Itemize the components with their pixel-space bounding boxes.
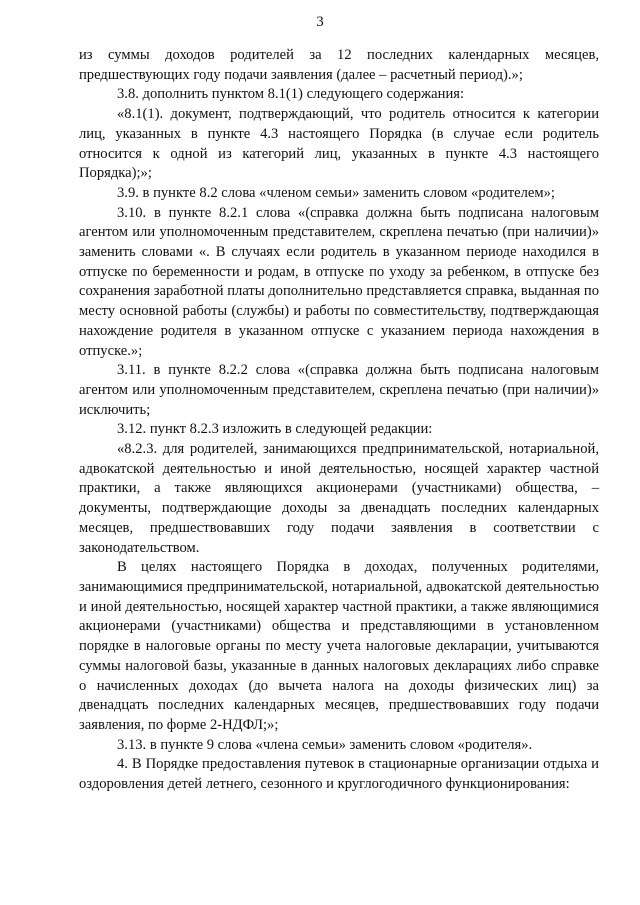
document-body bbox=[79, 46, 599, 795]
paragraph-item-3-11: 3.11. в пункте 8.2.2 слова «(справка должна быть подписана налоговым агентом или уполномоченным представителем, скреплена печатью (при наличии)» исключить; bbox=[79, 362, 599, 418]
paragraph-item-3-13: 3.13. в пункте 9 слова «члена семьи» заменить словом «родителя». bbox=[117, 736, 533, 753]
page-number: 3 bbox=[316, 14, 324, 30]
paragraph-item-3-9: 3.9. в пункте 8.2 слова «членом семьи» заменить словом «родителем»; bbox=[117, 184, 555, 201]
paragraph-quote-8-1-1: «8.1(1). документ, подтверждающий, что родитель относится к категории лиц, указанных в пункте 4.3 настоящего Порядка (в случае если родитель относится к одной из категорий лиц, указанных в пункте 4.3 настоящего Порядка);»; bbox=[79, 106, 599, 182]
paragraph-item-4: 4. В Порядке предоставления путевок в стационарные организации отдыха и оздоровления детей летнего, сезонного и круглогодичного функционирования: bbox=[79, 756, 599, 793]
paragraph-item-3-10: 3.10. в пункте 8.2.1 слова «(справка должна быть подписана налоговым агентом или уполномоченным представителем, скреплена печатью (при наличии)» заменить словами «. В случаях если родитель в указанном периоде находился в отпуске по беременности и родам, в отпуске по уходу за ребенком, в отпуске без сохранения заработной платы дополнительно представляется справка, выданная по месту основной работы (службы) и работы по совместительству, подтверждающая нахождение родителя в указанном отпуске с указанием периода нахождения в отпуске.»; bbox=[79, 204, 600, 359]
paragraph-quote-8-2-3: «8.2.3. для родителей, занимающихся предпринимательской, нотариальной, адвокатской деятельностью и иной деятельностью, носящей характер частной практики, а также являющихся акционерами (участниками) общества, – документы, подтверждающие доходы за двенадцать последних календарных месяцев, предшествовавших году подачи заявления в соответствии с законодательством. bbox=[79, 441, 599, 556]
paragraph-item-3-12: 3.12. пункт 8.2.3 изложить в следующей редакции: bbox=[117, 421, 433, 438]
paragraph-continuation: из суммы доходов родителей за 12 последних календарных месяцев, предшествующих году подачи заявления (далее – расчетный период).»; bbox=[79, 47, 599, 83]
paragraph-income-rules: В целях настоящего Порядка в доходах, полученных родителями, занимающимися предпринимательской, нотариальной, адвокатской деятельностью и иной деятельностью, носящей характер частной практики, а также являющимися акционерами (участниками) общества и представляющими в установленном порядке в налоговые органы по месту учета налоговые декларации, учитываются суммы налоговой базы, указанные в данных налоговых декларациях либо справке о начисленных доходах (до вычета налога на доходы физических лиц) за двенадцать последних календарных месяцев, предшествовавших году подачи заявления, по форме 2-НДФЛ;»; bbox=[79, 559, 599, 733]
paragraph-item-3-8: 3.8. дополнить пунктом 8.1(1) следующего содержания: bbox=[117, 86, 465, 103]
